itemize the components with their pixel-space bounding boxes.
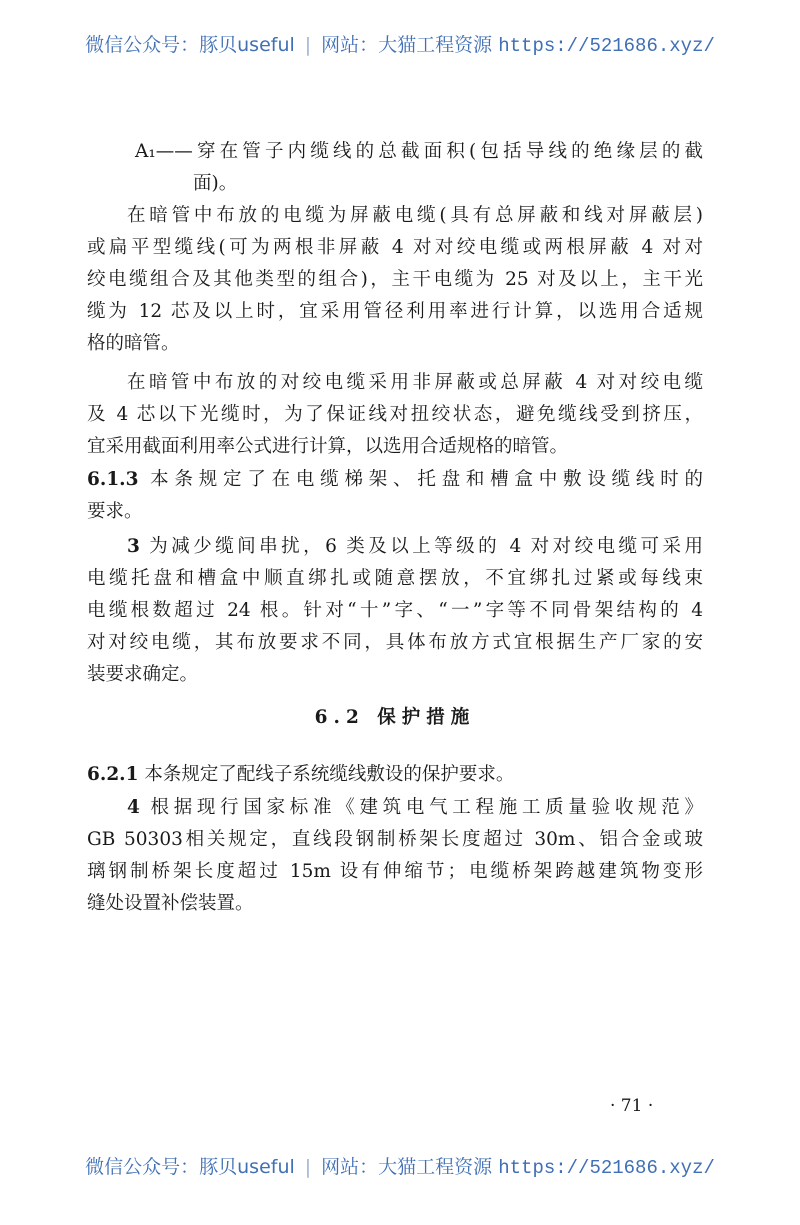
watermark-url[interactable]: https://521686.xyz/ — [498, 1157, 715, 1179]
watermark-wechat: 微信公众号：豚贝useful — [85, 34, 295, 56]
line-text: 面)。 — [193, 173, 238, 194]
text-line — [87, 760, 703, 790]
clause-number: 4 — [127, 797, 140, 818]
text-line — [193, 169, 703, 199]
text-line — [87, 825, 703, 855]
line-text: 装要求确定。 — [87, 664, 199, 685]
line-text: 缝处设置补偿装置。 — [87, 893, 254, 914]
text-line — [87, 400, 703, 430]
clause-number: 6.2.1 — [87, 764, 139, 785]
line-text: 在暗管中布放的电缆为屏蔽电缆(具有总屏蔽和线对屏蔽层) — [127, 205, 703, 226]
line-text: A₁——穿在管子内缆线的总截面积(包括导线的绝缘层的截 — [135, 141, 703, 162]
watermark-site: 网站：大猫工程资源 — [321, 34, 493, 56]
line-text: 6.2 保护措施 — [314, 707, 476, 728]
watermark-header — [0, 30, 800, 57]
line-text: 绞电缆组合及其他类型的组合)，主干电缆为 25 对及以上，主干光 — [87, 269, 703, 290]
text-line — [87, 889, 703, 919]
clause-number: 6.1.3 — [87, 469, 139, 490]
text-line — [87, 329, 703, 359]
watermark-separator: | — [304, 34, 312, 56]
text-line — [127, 793, 703, 823]
text-line — [87, 265, 703, 295]
text-line — [127, 201, 703, 231]
line-text: 根据现行国家标准《建筑电气工程施工质量验收规范》 — [150, 797, 703, 818]
line-text: 或扁平型缆线(可为两根非屏蔽 4 对对绞电缆或两根屏蔽 4 对对 — [87, 237, 703, 258]
line-text: 宜采用截面利用率公式进行计算，以选用合适规格的暗管。 — [87, 436, 569, 457]
line-text: 在暗管中布放的对绞电缆采用非屏蔽或总屏蔽 4 对对绞电缆 — [127, 372, 703, 393]
text-line — [87, 660, 703, 690]
text-line — [87, 465, 703, 495]
text-line — [87, 297, 703, 327]
text-line — [87, 564, 703, 594]
text-line — [87, 596, 703, 626]
line-text: 要求。 — [87, 501, 143, 522]
text-line — [135, 137, 703, 167]
clause-number: 3 — [127, 536, 140, 557]
text-line — [87, 497, 703, 527]
text-line — [127, 532, 703, 562]
watermark-url[interactable]: https://521686.xyz/ — [498, 35, 715, 57]
line-text: 本条规定了在电缆梯架、托盘和槽盒中敷设缆线时的 — [150, 469, 703, 490]
text-line — [87, 233, 703, 263]
watermark-footer — [0, 1152, 800, 1179]
line-text: 电缆托盘和槽盒中顺直绑扎或随意摆放，不宜绑扎过紧或每线束 — [87, 568, 703, 589]
line-text: 本条规定了配线子系统缆线敷设的保护要求。 — [144, 764, 515, 785]
page-number: · 71 · — [610, 1096, 654, 1116]
line-text: 为减少缆间串扰，6 类及以上等级的 4 对对绞电缆可采用 — [149, 536, 703, 557]
text-line — [87, 432, 703, 462]
watermark-separator: | — [304, 1156, 312, 1178]
watermark-wechat: 微信公众号：豚贝useful — [85, 1156, 295, 1178]
line-text: 璃钢制桥架长度超过 15m 设有伸缩节；电缆桥架跨越建筑物变形 — [87, 861, 703, 882]
text-line — [87, 628, 703, 658]
line-text: 及 4 芯以下光缆时，为了保证线对扭绞状态，避免缆线受到挤压， — [87, 404, 703, 425]
line-text: 对对绞电缆，其布放要求不同，具体布放方式宜根据生产厂家的安 — [87, 632, 703, 653]
line-text: GB 50303相关规定，直线段钢制桥架长度超过 30m、铝合金或玻 — [87, 829, 703, 850]
text-line — [87, 857, 703, 887]
line-text: 电缆根数超过 24 根。针对“十”字、“一”字等不同骨架结构的 4 — [87, 600, 703, 621]
text-line — [127, 368, 703, 398]
line-text: 格的暗管。 — [87, 333, 180, 354]
section-heading — [87, 703, 703, 733]
line-text: 缆为 12 芯及以上时，宜采用管径利用率进行计算，以选用合适规 — [87, 301, 703, 322]
watermark-site: 网站：大猫工程资源 — [321, 1156, 493, 1178]
